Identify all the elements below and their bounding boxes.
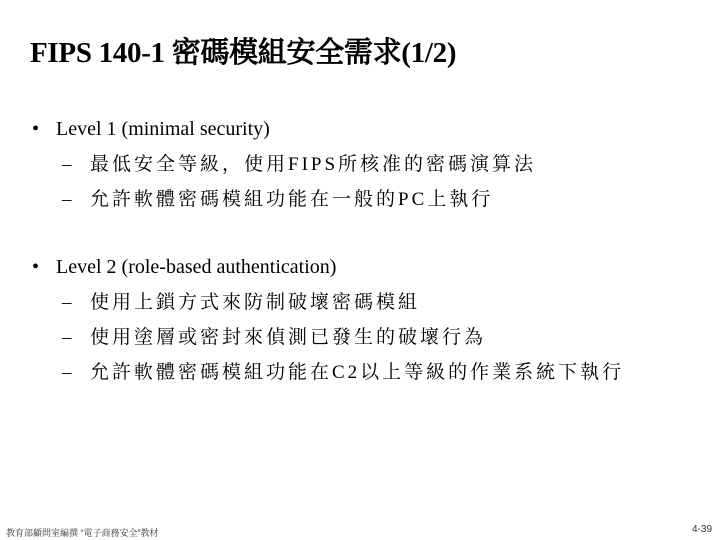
bullet-text: Level 1 (minimal security) bbox=[56, 118, 270, 140]
sub-bullet-text: 使用上鎖方式來防制破壞密碼模組 bbox=[90, 292, 421, 313]
sub-bullet-marker: – bbox=[62, 362, 72, 383]
page-number: 4-39 bbox=[691, 524, 712, 535]
bullet-level-2 bbox=[30, 254, 690, 385]
sub-bullet-text: 最低安全等級，使用FIPS所核准的密碼演算法 bbox=[90, 154, 537, 175]
sub-bullet-text: 使用塗層或密封來偵測已發生的破壞行為 bbox=[90, 327, 487, 348]
sub-bullet-item bbox=[30, 188, 675, 212]
slide-title: FIPS 140-1 密碼模組安全需求(1/2) bbox=[30, 37, 457, 69]
sub-bullet-text: 允許軟體密碼模組功能在C2以上等級的作業系統下執行 bbox=[90, 362, 625, 383]
sub-bullet-item bbox=[30, 326, 675, 350]
sub-bullet-item bbox=[30, 291, 675, 315]
bullet-text: Level 2 (role-based authentication) bbox=[56, 256, 337, 278]
bullet-level-1 bbox=[30, 116, 690, 212]
sub-bullet-marker: – bbox=[62, 189, 72, 210]
bullet-marker: • bbox=[32, 256, 40, 278]
sub-bullet-marker: – bbox=[62, 154, 72, 175]
sub-bullet-item bbox=[30, 361, 675, 385]
bullet-item bbox=[30, 254, 690, 280]
sub-bullet-marker: – bbox=[62, 292, 72, 313]
bullet-marker: • bbox=[32, 118, 40, 140]
bullet-item bbox=[30, 116, 690, 142]
sub-bullet-marker: – bbox=[62, 327, 72, 348]
sub-bullet-text: 允許軟體密碼模組功能在一般的PC上執行 bbox=[90, 189, 494, 210]
sub-bullet-item bbox=[30, 153, 675, 177]
footer-source: 教育部顧問室編撰 “電子商務安全”教材 bbox=[6, 528, 159, 538]
